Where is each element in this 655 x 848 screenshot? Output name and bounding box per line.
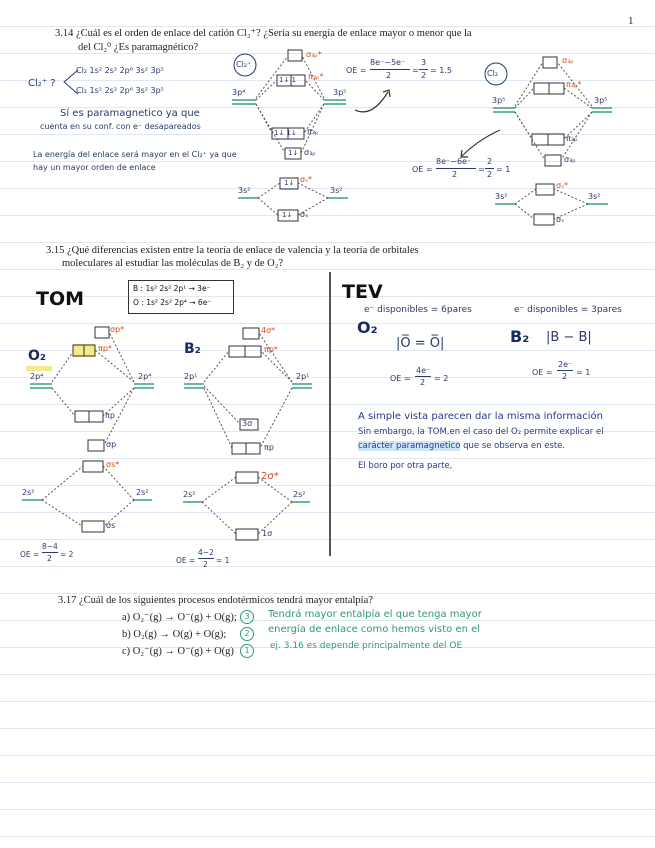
page-number: 1 [628, 15, 634, 27]
tev-o2-structure: |O̅ = O̅| [396, 336, 445, 351]
cl2-sigma-star-3p: σ₃ₚ [562, 56, 574, 65]
o2-ao-2p-right: 2p⁴ [138, 372, 152, 381]
tev-b2-oe-bar [557, 370, 573, 371]
tev-b2-electrons: e⁻ disponibles = 3pares [514, 305, 622, 315]
tev-o2-bond-order [390, 366, 470, 392]
q317-answer-2: energía de enlace como hemos visto en el [268, 624, 481, 635]
b2-oe-label: OE = [176, 556, 196, 565]
q314-header: 3.14 ¿Cuál es el orden de enlace del catión Cl₂⁺? ¿Sería su energía de enlace mayor o menor que la [55, 28, 472, 39]
o2-ao-2s-right: 2s² [136, 488, 149, 497]
q315-header-2: moleculares al estudiar las moléculas de B₂ y de O₂? [62, 258, 284, 269]
b2-mo-label: B₂ [184, 341, 201, 357]
b2-oe-num: 4−2 [198, 548, 214, 557]
oe-cl2-plus-den2: 2 [421, 71, 427, 80]
o2-bond-order [20, 542, 90, 568]
tev-note-1: A simple vista parecen dar la misma información [358, 411, 603, 422]
paramag-note-2: cuenta en su conf. con e⁻ desapareados [40, 122, 201, 131]
cl2-pi-star-3p: π₃ₚ* [566, 80, 582, 89]
cl2-plus-box-sigma-s-star: 1↓ [284, 179, 295, 187]
o2-ao-2p-left: 2p⁴ [30, 372, 44, 381]
rank-c-badge: 1 [240, 644, 254, 658]
cl2-plus-sigma-star-s: σₛ* [300, 175, 313, 184]
cl2-plus-box-sigma-s: 1↓ [282, 211, 293, 219]
oe-cl2 [412, 157, 522, 183]
o2-oe-label: OE = [20, 550, 40, 559]
config-line-1: Cl₂ 1s² 2s² 2p⁶ 3s² 3p⁵ [76, 66, 164, 75]
b2-sigma-s: 1σ [262, 529, 273, 538]
o2-oe-result: = 2 [60, 550, 74, 559]
q317-answer-1: Tendrá mayor entalpía el que tenga mayor [268, 609, 482, 620]
tev-b2-bond-order [532, 360, 612, 386]
tev-note-3-rest: que se observa en este. [460, 441, 566, 451]
q317-option-a: a) O₂⁻(g) → O⁻(g) + O(g); [122, 612, 237, 623]
cl2-plus-sigma-s: σₛ [300, 210, 309, 219]
cl2-sigma-3p: σ₃ₚ [564, 155, 576, 164]
oe-cl2-result: = 1 [496, 165, 511, 174]
tev-title: TEV [342, 281, 383, 303]
tom-title: TOM [36, 288, 85, 310]
tev-b2-oe-den: 2 [562, 372, 568, 381]
cl2-plus-circle-label: Cl₂⁺ [236, 60, 252, 69]
cl2-pi-3p: π₃ₚ [566, 134, 578, 143]
tev-b2-label: B₂ [510, 327, 530, 346]
cl2-plus-ao-3p-left: 3p⁴ [232, 88, 246, 97]
tev-note-4: El boro por otra parte, [358, 461, 453, 471]
cl2-sigma-star-s: σₛ* [556, 181, 569, 190]
o2-oe-bar [42, 552, 58, 553]
o2-pi-p: πp [105, 411, 115, 420]
tev-b2-oe-num: 2e⁻ [558, 360, 573, 369]
cl2-plus-ao-3p-right: 3p⁵ [333, 88, 347, 97]
oe-cl2-plus-label: OE = [346, 66, 367, 75]
b-config: B : 1s² 2s² 2p¹ → 3e⁻ [133, 284, 211, 293]
tev-o2-oe-den: 2 [420, 378, 426, 387]
energy-note-2: hay un mayor orden de enlace [33, 163, 156, 172]
b2-ao-2s-left: 2s² [183, 490, 196, 499]
q317-answer-3: ej. 3.16 es depende principalmente del OE [270, 641, 463, 651]
tev-b2-structure: |B − B| [546, 330, 592, 345]
tev-o2-oe-result: = 2 [434, 374, 449, 383]
o2-oe-den: 2 [47, 554, 52, 563]
cl2-plus-ao-3s-right: 3s² [330, 186, 343, 195]
oe-cl2-den: 2 [452, 170, 458, 179]
cl2-plus-sigma-3p: σ₃ₚ [304, 148, 316, 157]
b2-oe-bar [198, 558, 214, 559]
q317-option-c: c) O₂⁻(g) → O⁻(g) + O(g) [122, 646, 234, 657]
oe-cl2-plus-eq: = [412, 66, 419, 75]
oe-cl2-bar2 [485, 168, 494, 169]
cl2-ao-3p-right: 3p⁵ [594, 96, 608, 105]
oe-cl2-eq: = [478, 165, 485, 174]
o2-label-highlight [26, 366, 52, 371]
oe-cl2-den2: 2 [487, 170, 493, 179]
oe-cl2-plus-den: 2 [386, 71, 392, 80]
tev-note-3 [358, 440, 565, 453]
oe-cl2-num2: 2 [487, 157, 493, 166]
b2-oe-den: 2 [203, 560, 208, 569]
paramag-note-1: Sí es paramagnetico ya que [60, 108, 200, 119]
config-line-2: Cl₂ 1s² 2s² 2p⁶ 3s² 3p⁵ [76, 86, 164, 95]
energy-note-1: La energía del enlace será mayor en el Cl₂⁺ ya que [33, 150, 237, 159]
cl2-ao-3p-left: 3p⁵ [492, 96, 506, 105]
cl2-plus-sigma-star-3p: σ₃ₚ* [306, 50, 322, 59]
b2-oe-result: = 1 [216, 556, 230, 565]
oe-cl2-num: 8e⁻−6e⁻ [436, 157, 472, 166]
cl2-plus-pi-star-3p: π₃ₚ* [308, 72, 324, 81]
b2-pi-p: πp [264, 443, 274, 452]
b2-sigma-s-star: 2σ* [261, 471, 279, 482]
o2-sigma-p: σp [106, 440, 117, 449]
b2-ao-2p-left: 2p¹ [184, 372, 198, 381]
cl2-sigma-s: σₛ [556, 215, 565, 224]
cl2-circle-label: Cl₂ [487, 69, 499, 78]
tev-o2-label: O₂ [357, 318, 378, 337]
tev-o2-electrons: e⁻ disponibles = 6pares [364, 305, 472, 315]
oe-cl2-plus-num: 8e⁻−5e⁻ [370, 58, 406, 67]
tev-o2-oe-num: 4e⁻ [416, 366, 431, 375]
rank-b-badge: 2 [240, 627, 254, 641]
b2-ao-2p-right: 2p¹ [296, 372, 310, 381]
b2-pi-p-star: πp* [264, 345, 278, 354]
o2-ao-2s-left: 2s² [22, 488, 35, 497]
tev-b2-oe-label: OE = [532, 368, 553, 377]
tev-note-2: Sin embargo, la TOM,en el caso del O₂ permite explicar el [358, 427, 604, 437]
o2-sigma-s-star: σs* [106, 460, 120, 469]
oe-cl2-bar [436, 168, 476, 169]
cl2-ao-3s-right: 3s² [588, 192, 601, 201]
cl2-plus-box-pi-star: 1↓ 1 [279, 76, 296, 84]
tev-o2-oe-label: OE = [390, 374, 411, 383]
o2-sigma-p-star: σp* [110, 325, 125, 334]
b2-sigma-p-star: 4σ* [261, 326, 276, 335]
oe-cl2-plus-num2: 3 [421, 58, 427, 67]
tom-diagram-lines [0, 0, 330, 560]
b2-bond-order [176, 548, 246, 574]
rank-a-badge: 3 [240, 610, 254, 624]
tev-b2-oe-result: = 1 [576, 368, 591, 377]
q314-header-2: del Cl₂⁰ ¿Es paramagnético? [78, 42, 199, 53]
cl2-plus-label: Cl₂⁺ ? [28, 78, 56, 89]
q317-header: 3.17 ¿Cuál de los siguientes procesos endotérmicos tendrá mayor entalpía? [58, 595, 373, 606]
tev-o2-oe-bar [415, 376, 431, 377]
q315-header: 3.15 ¿Qué diferencias existen entre la teoría de enlace de valencia y la teoría de orbitales [46, 245, 419, 256]
oe-cl2-plus-result: = 1.5 [430, 66, 452, 75]
o2-pi-p-star: πp* [98, 344, 112, 353]
cl2-plus-pi-3p: π₃ₚ [307, 127, 319, 136]
b2-ao-2s-right: 2s² [293, 490, 306, 499]
q317-option-b: b) O₂(g) → O(g) + O(g); [122, 629, 227, 640]
cl2-ao-3s-left: 3s² [495, 192, 508, 201]
cl2-plus-box-pi: 1↓ 1↓ [274, 129, 297, 137]
oe-cl2-label: OE = [412, 165, 433, 174]
o-config: O : 1s² 2s² 2p⁴ → 6e⁻ [133, 298, 212, 307]
cl2-plus-box-sigma-p: 1↓ [288, 149, 299, 157]
b2-sigma-p: 3σ [242, 419, 253, 428]
o2-sigma-s: σs [106, 521, 116, 530]
paramagnetic-highlight: carácter paramagnetico [358, 441, 461, 451]
o2-mo-label: O₂ [28, 348, 47, 364]
o2-oe-num: 8−4 [42, 542, 58, 551]
cl2-plus-ao-3s-left: 3s² [238, 186, 251, 195]
